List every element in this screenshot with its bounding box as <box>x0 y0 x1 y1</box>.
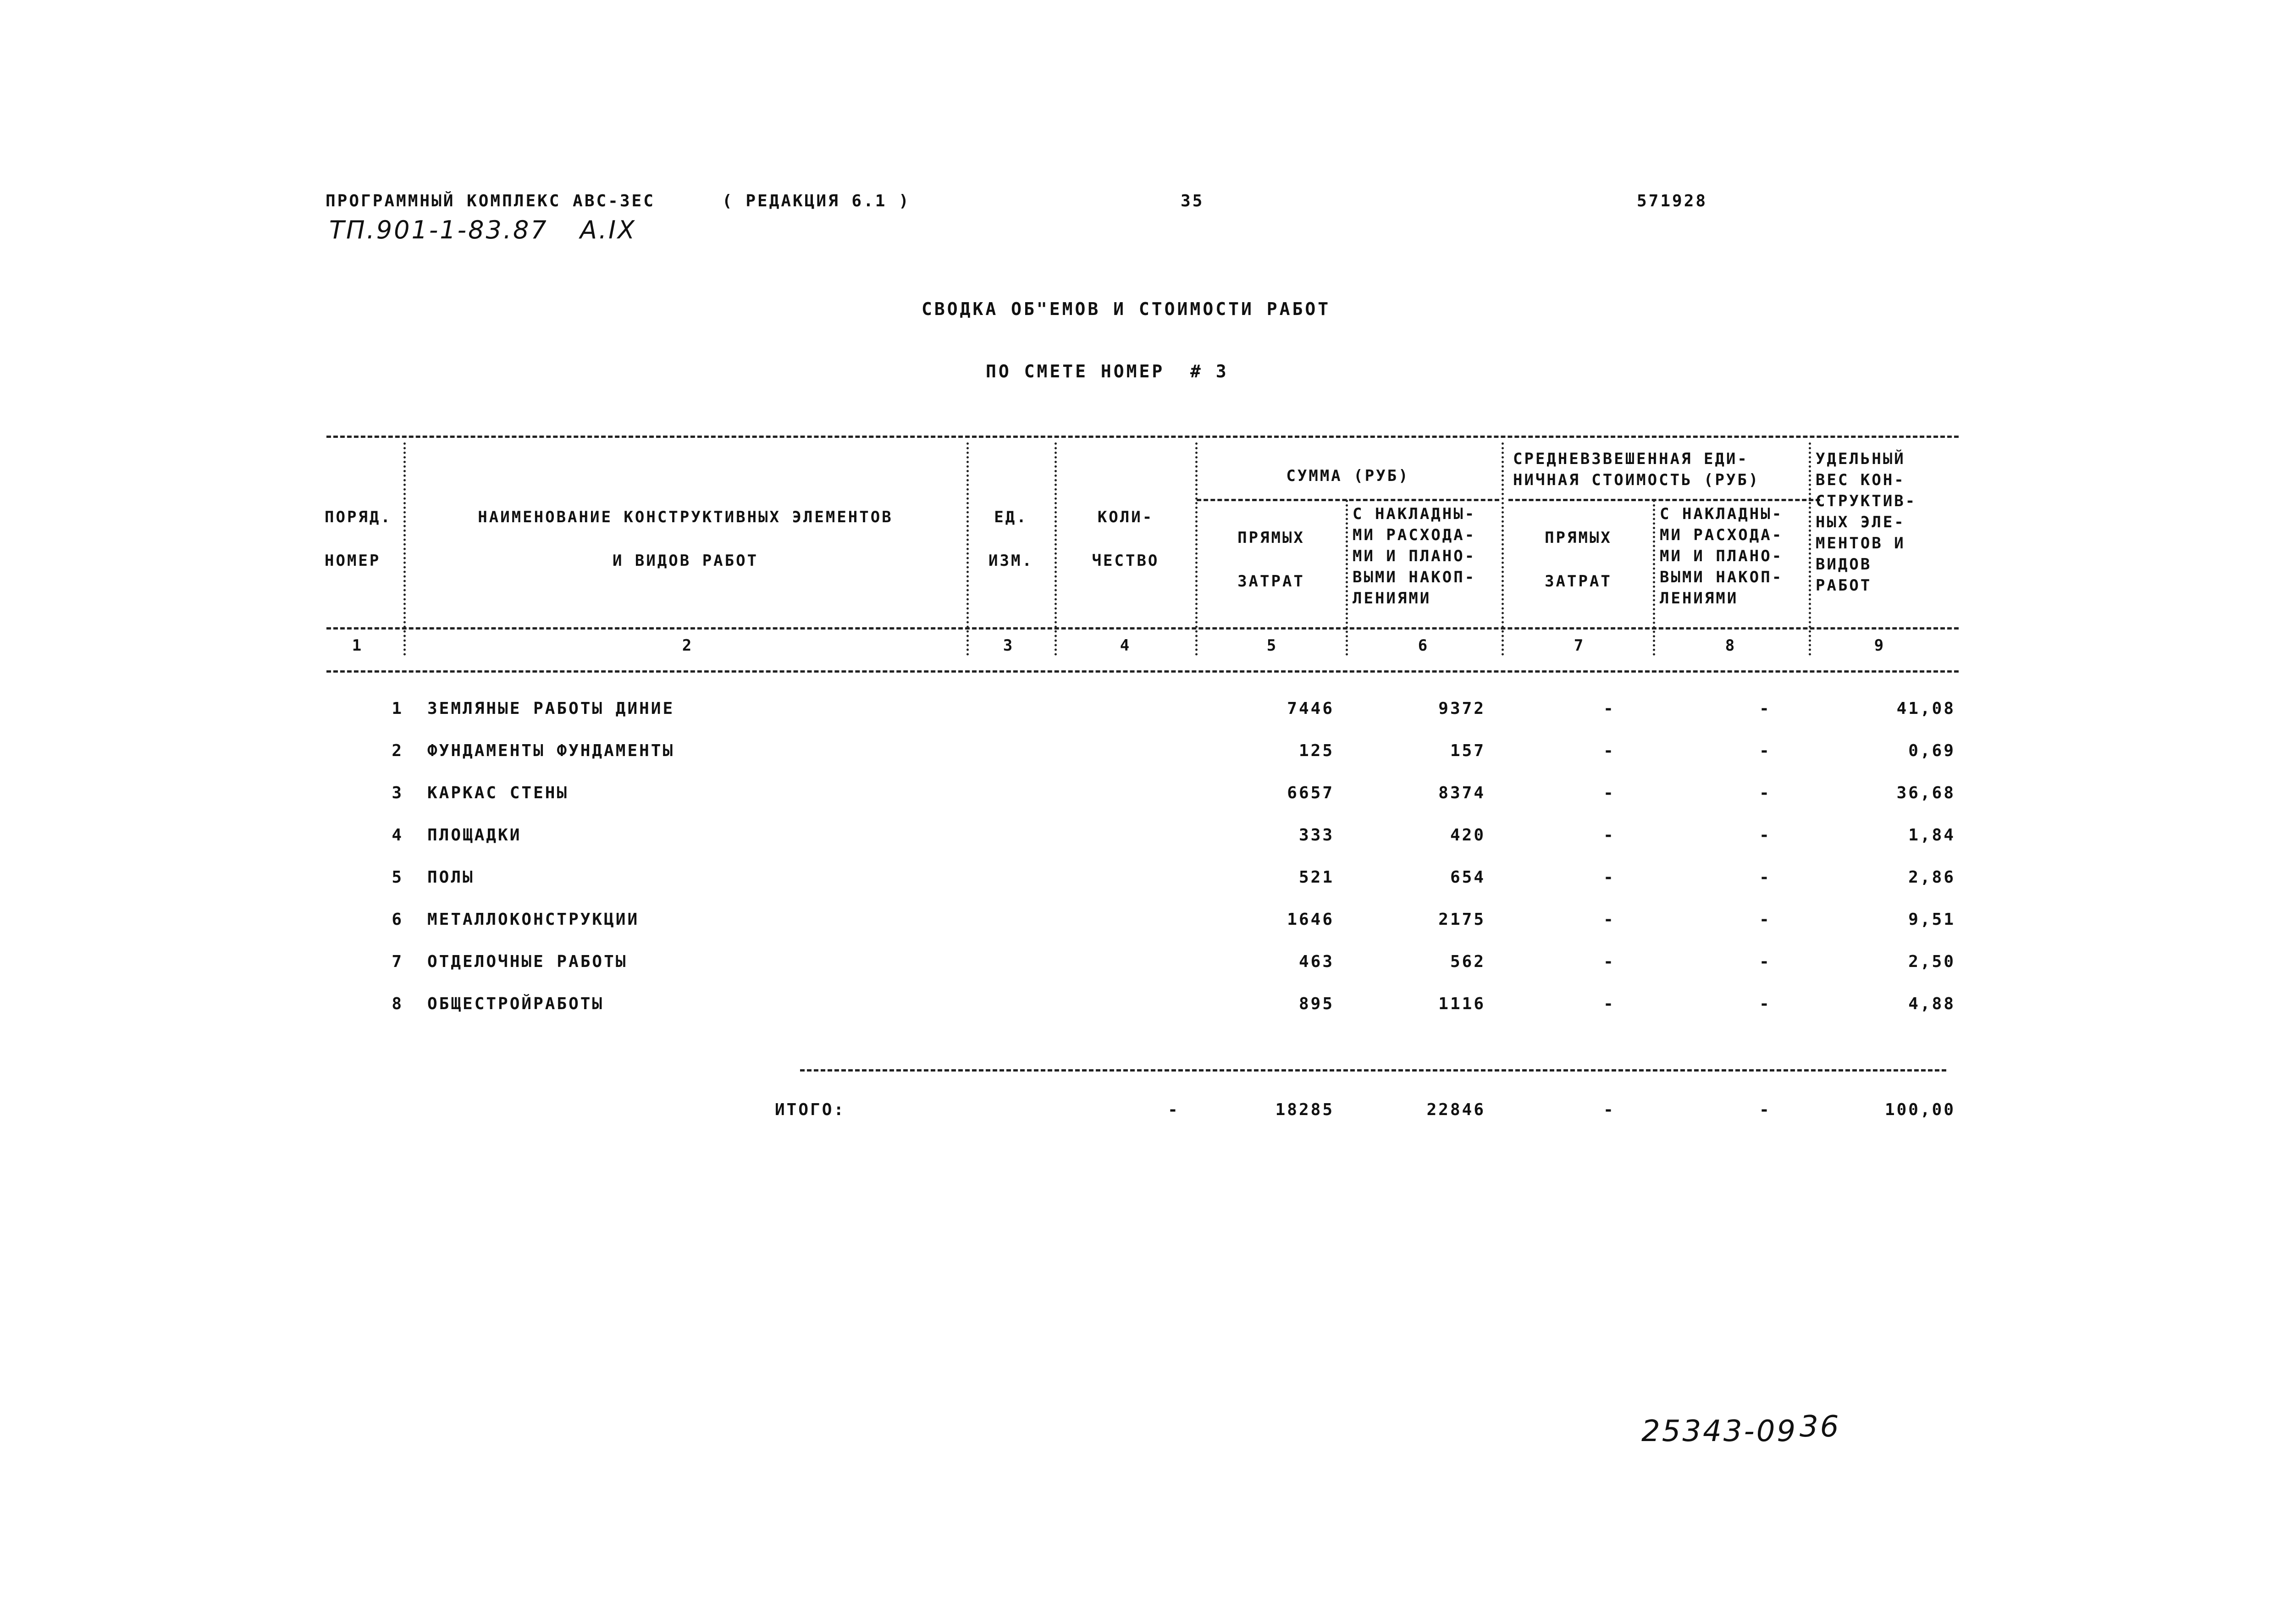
total-qty: - <box>1168 1100 1180 1119</box>
column-separator <box>1055 442 1057 656</box>
header-overhead-line3: МИ И ПЛАНО- <box>1353 547 1476 565</box>
row-share: 41,08 <box>1896 699 1955 718</box>
row-number: 6 <box>392 910 403 929</box>
header-share-line6: ВИДОВ <box>1816 555 1872 574</box>
row-share: 9,51 <box>1908 910 1955 929</box>
header-unit-line2: ИЗМ. <box>988 552 1033 570</box>
row-direct-cost: 1646 <box>1287 910 1334 929</box>
row-overhead-cost: 8374 <box>1438 784 1485 802</box>
row-name: МЕТАЛЛОКОНСТРУКЦИИ <box>427 910 640 929</box>
row-number: 3 <box>392 784 403 802</box>
row-direct-cost: 6657 <box>1287 784 1334 802</box>
row-name: КАРКАС СТЕНЫ <box>427 784 569 802</box>
header-share-line7: РАБОТ <box>1816 576 1872 595</box>
row-avg-direct: - <box>1603 994 1615 1013</box>
total-share: 100,00 <box>1884 1100 1955 1119</box>
row-number: 1 <box>392 699 403 718</box>
row-number: 2 <box>392 741 403 760</box>
header-avg-overhead-line4: ВЫМИ НАКОП- <box>1660 568 1784 586</box>
edition: ( РЕДАКЦИЯ 6.1 ) <box>722 192 911 210</box>
column-number: 7 <box>1574 636 1585 655</box>
row-avg-direct: - <box>1603 826 1615 845</box>
header-unit-line1: ЕД. <box>994 508 1028 526</box>
column-separator <box>1653 500 1655 656</box>
row-overhead-cost: 562 <box>1450 952 1485 971</box>
row-direct-cost: 7446 <box>1287 699 1334 718</box>
row-direct-cost: 125 <box>1298 741 1334 760</box>
archive-number: 25343-09 <box>1641 1414 1798 1448</box>
column-separator <box>1502 442 1504 656</box>
column-separator <box>1195 442 1198 656</box>
row-avg-direct: - <box>1603 868 1615 887</box>
header-avg-overhead-line3: МИ И ПЛАНО- <box>1660 547 1784 565</box>
row-avg-overhead: - <box>1759 910 1771 929</box>
sheet-number: 36 <box>1800 1410 1841 1444</box>
column-number: 6 <box>1418 636 1430 655</box>
row-overhead-cost: 1116 <box>1438 994 1485 1013</box>
project-code: ТП.901-1-83.87 <box>329 215 548 244</box>
row-name: ОТДЕЛОЧНЫЕ РАБОТЫ <box>427 952 628 971</box>
report-title: СВОДКА ОБ"ЕМОВ И СТОИМОСТИ РАБОТ <box>922 299 1331 319</box>
header-avg-group-line1: СРЕДНЕВЗВЕШЕННАЯ ЕДИ- <box>1513 450 1749 468</box>
row-share: 2,86 <box>1908 868 1955 887</box>
row-avg-overhead: - <box>1759 784 1771 802</box>
row-direct-cost: 333 <box>1298 826 1334 845</box>
row-avg-overhead: - <box>1759 868 1771 887</box>
column-number: 8 <box>1725 636 1737 655</box>
row-direct-cost: 895 <box>1298 994 1334 1013</box>
document-code: 571928 <box>1637 192 1708 210</box>
row-overhead-cost: 2175 <box>1438 910 1485 929</box>
row-avg-overhead: - <box>1759 699 1771 718</box>
total-avg-overhead: - <box>1759 1100 1771 1119</box>
row-avg-direct: - <box>1603 699 1615 718</box>
row-number: 4 <box>392 826 403 845</box>
header-overhead-line1: С НАКЛАДНЫ- <box>1353 505 1476 523</box>
column-separator <box>1809 442 1811 656</box>
column-number-rule <box>326 670 1959 673</box>
avg-group-rule <box>1508 499 1820 501</box>
header-share-line1: УДЕЛЬНЫЙ <box>1816 450 1905 468</box>
header-avg-overhead-line1: С НАКЛАДНЫ- <box>1660 505 1784 523</box>
row-avg-overhead: - <box>1759 994 1771 1013</box>
row-overhead-cost: 157 <box>1450 741 1485 760</box>
row-name: ПЛОЩАДКИ <box>427 826 522 845</box>
header-avg-direct-line2: ЗАТРАТ <box>1545 572 1612 591</box>
header-bottom-rule <box>326 627 1959 630</box>
row-avg-overhead: - <box>1759 741 1771 760</box>
header-share-line3: СТРУКТИВ- <box>1816 492 1917 510</box>
header-order-line2: НОМЕР <box>325 552 381 570</box>
header-overhead-line2: МИ РАСХОДА- <box>1353 526 1476 544</box>
row-avg-overhead: - <box>1759 826 1771 845</box>
total-separator-rule <box>800 1069 1946 1072</box>
row-overhead-cost: 9372 <box>1438 699 1485 718</box>
header-order-line1: ПОРЯД. <box>325 508 392 526</box>
total-label: ИТОГО: <box>775 1100 846 1119</box>
column-number: 2 <box>682 636 694 655</box>
column-separator <box>1346 500 1348 656</box>
header-sum-group: СУММА (РУБ) <box>1286 467 1410 485</box>
table-top-rule <box>326 436 1959 438</box>
total-avg-direct: - <box>1603 1100 1615 1119</box>
header-direct-line1: ПРЯМЫХ <box>1237 529 1305 547</box>
row-overhead-cost: 420 <box>1450 826 1485 845</box>
row-name: ЗЕМЛЯНЫЕ РАБОТЫ ДИНИЕ <box>427 699 675 718</box>
header-avg-overhead-line2: МИ РАСХОДА- <box>1660 526 1784 544</box>
row-avg-direct: - <box>1603 952 1615 971</box>
column-number: 9 <box>1874 636 1886 655</box>
header-qty-line2: ЧЕСТВО <box>1092 552 1160 570</box>
header-avg-direct-line1: ПРЯМЫХ <box>1545 529 1612 547</box>
row-avg-direct: - <box>1603 784 1615 802</box>
row-avg-direct: - <box>1603 910 1615 929</box>
column-number: 4 <box>1120 636 1132 655</box>
row-name: ФУНДАМЕНТЫ ФУНДАМЕНТЫ <box>427 741 675 760</box>
total-direct-cost: 18285 <box>1275 1100 1334 1119</box>
row-number: 5 <box>392 868 403 887</box>
column-number: 3 <box>1003 636 1015 655</box>
header-overhead-line4: ВЫМИ НАКОП- <box>1353 568 1476 586</box>
header-share-line4: НЫХ ЭЛЕ- <box>1816 513 1905 531</box>
sum-group-rule <box>1197 499 1499 501</box>
row-name: ПОЛЫ <box>427 868 475 887</box>
header-qty-line1: КОЛИ- <box>1097 508 1154 526</box>
header-share-line5: МЕНТОВ И <box>1816 534 1905 552</box>
total-overhead-cost: 22846 <box>1426 1100 1485 1119</box>
header-direct-line2: ЗАТРАТ <box>1237 572 1305 591</box>
row-share: 4,88 <box>1908 994 1955 1013</box>
report-subtitle: ПО СМЕТЕ НОМЕР # 3 <box>986 361 1229 381</box>
row-name: ОБЩЕСТРОЙРАБОТЫ <box>427 994 604 1013</box>
row-overhead-cost: 654 <box>1450 868 1485 887</box>
row-avg-overhead: - <box>1759 952 1771 971</box>
column-number: 5 <box>1266 636 1278 655</box>
row-share: 2,50 <box>1908 952 1955 971</box>
row-number: 7 <box>392 952 403 971</box>
row-avg-direct: - <box>1603 741 1615 760</box>
column-separator <box>403 442 406 656</box>
column-number: 1 <box>352 636 364 655</box>
header-share-line2: ВЕС КОН- <box>1816 471 1905 489</box>
header-overhead-line5: ЛЕНИЯМИ <box>1353 589 1431 608</box>
header-name-line1: НАИМЕНОВАНИЕ КОНСТРУКТИВНЫХ ЭЛЕМЕНТОВ <box>478 508 893 526</box>
header-avg-overhead-line5: ЛЕНИЯМИ <box>1660 589 1739 608</box>
column-separator <box>966 442 969 656</box>
row-number: 8 <box>392 994 403 1013</box>
row-share: 0,69 <box>1908 741 1955 760</box>
header-avg-group-line2: НИЧНАЯ СТОИМОСТЬ (РУБ) <box>1513 471 1760 489</box>
row-share: 1,84 <box>1908 826 1955 845</box>
program-name: ПРОГРАММНЫЙ КОМПЛЕКС АВС-ЗЕС <box>326 192 655 210</box>
row-direct-cost: 463 <box>1298 952 1334 971</box>
row-share: 36,68 <box>1896 784 1955 802</box>
album-number: А.IX <box>580 215 637 244</box>
header-name-line2: И ВИДОВ РАБОТ <box>612 552 759 570</box>
row-direct-cost: 521 <box>1298 868 1334 887</box>
page-number: 35 <box>1181 192 1204 210</box>
